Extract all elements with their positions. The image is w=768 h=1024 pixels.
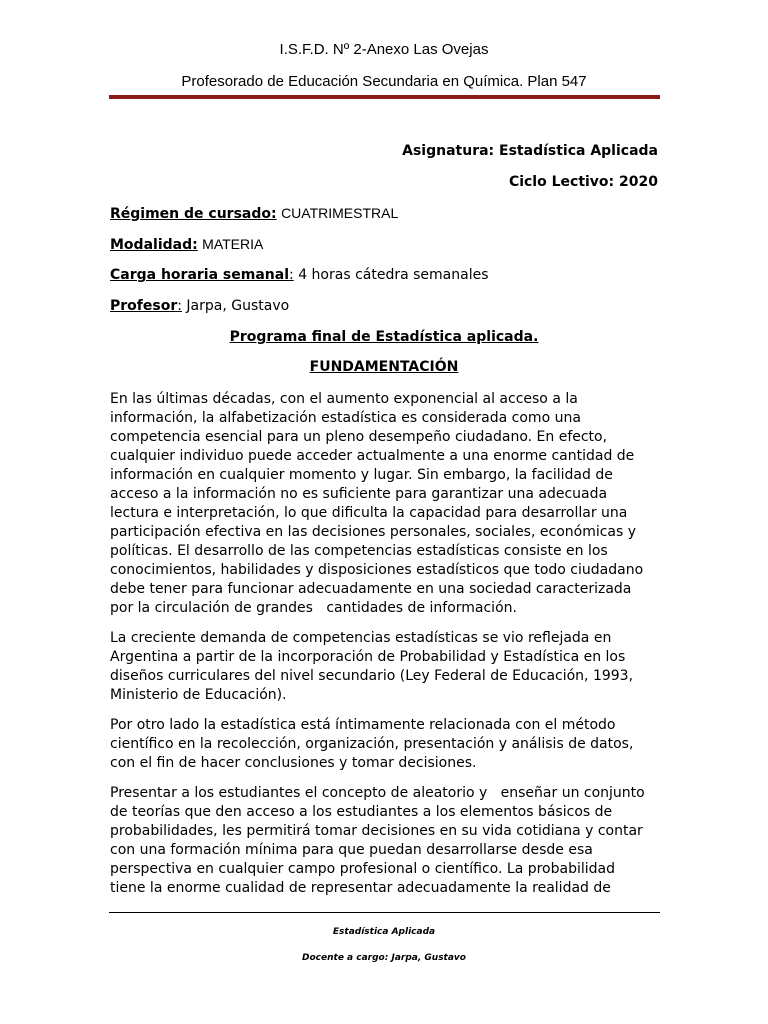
section-title: FUNDAMENTACIÓN xyxy=(309,359,459,375)
modalidad-label: Modalidad: xyxy=(110,237,198,253)
profesor-label: Profesor xyxy=(110,298,178,314)
regimen-row xyxy=(110,205,398,222)
program-title: Programa final de Estadística aplicada. xyxy=(229,329,539,345)
footer-rule xyxy=(109,912,660,913)
profesor-colon: : xyxy=(177,298,182,314)
body-text xyxy=(110,390,660,909)
profesor-row xyxy=(110,298,289,314)
carga-label: Carga horaria semanal xyxy=(110,267,290,283)
program-header: Profesorado de Educación Secundaria en Química. Plan 547 xyxy=(181,73,587,90)
footer-subject: Estadística Aplicada xyxy=(332,927,436,937)
modalidad-row xyxy=(110,236,263,253)
carga-colon: : xyxy=(289,267,294,283)
profesor-value: Jarpa, Gustavo xyxy=(186,298,290,314)
institution-header: I.S.F.D. Nº 2-Anexo Las Ovejas xyxy=(279,41,489,58)
regimen-value: CUATRIMESTRAL xyxy=(281,205,399,221)
modalidad-value: MATERIA xyxy=(202,236,264,252)
carga-value: 4 horas cátedra semanales xyxy=(298,267,489,283)
paragraph: En las últimas décadas, con el aumento exponencial al acceso a la información, la alfabetización estadística es considerada como una competencia esencial para un pleno desempeño ciudadano. En efecto, cualquier individuo puede acceder actualmente a una enorme cantidad de información en cualquier momento y lugar. Sin embargo, la facilidad de acceso a la información no es suficiente para garantizar una adecuada lectura e interpretación, lo que dificulta la capacidad para desarrollar una participación efectiva en las decisiones personales, sociales, económicas y políticas. El desarrollo de las competencias estadísticas consiste en los conocimientos, habilidades y disposiciones estadísticos que todo ciudadano debe tener para funcionar adecuadamente en una sociedad caracterizada por la circulación de grandes cantidades de información. xyxy=(110,391,644,616)
header-rule xyxy=(109,95,660,99)
paragraph: Presentar a los estudiantes el concepto de aleatorio y enseñar un conjunto de teorías que den acceso a los estudiantes a los elementos básicos de probabilidades, les permitirá tomar decisiones en su vida cotidiana y contar con una formación mínima para que puedan desarrollarse desde esa perspectiva en cualquier campo profesional o científico. La probabilidad tiene la enorme cualidad de representar adecuadamente la realidad de xyxy=(110,785,645,896)
paragraph: Por otro lado la estadística está íntimamente relacionada con el método científico en la recolección, organización, presentación y análisis de datos, con el fin de hacer conclusiones y tomar decisiones. xyxy=(110,717,634,771)
footer-teacher: Docente a cargo: Jarpa, Gustavo xyxy=(302,953,466,963)
subject-line: Asignatura: Estadística Aplicada xyxy=(402,143,658,159)
regimen-label: Régimen de cursado: xyxy=(110,206,277,222)
carga-row xyxy=(110,267,489,283)
paragraph: La creciente demanda de competencias estadísticas se vio reflejada en Argentina a partir de la incorporación de Probabilidad y Estadística en los diseños curriculares del nivel secundario (Ley Federal de Educación, 1993, Ministerio de Educación). xyxy=(110,630,634,703)
cycle-line: Ciclo Lectivo: 2020 xyxy=(508,174,658,190)
